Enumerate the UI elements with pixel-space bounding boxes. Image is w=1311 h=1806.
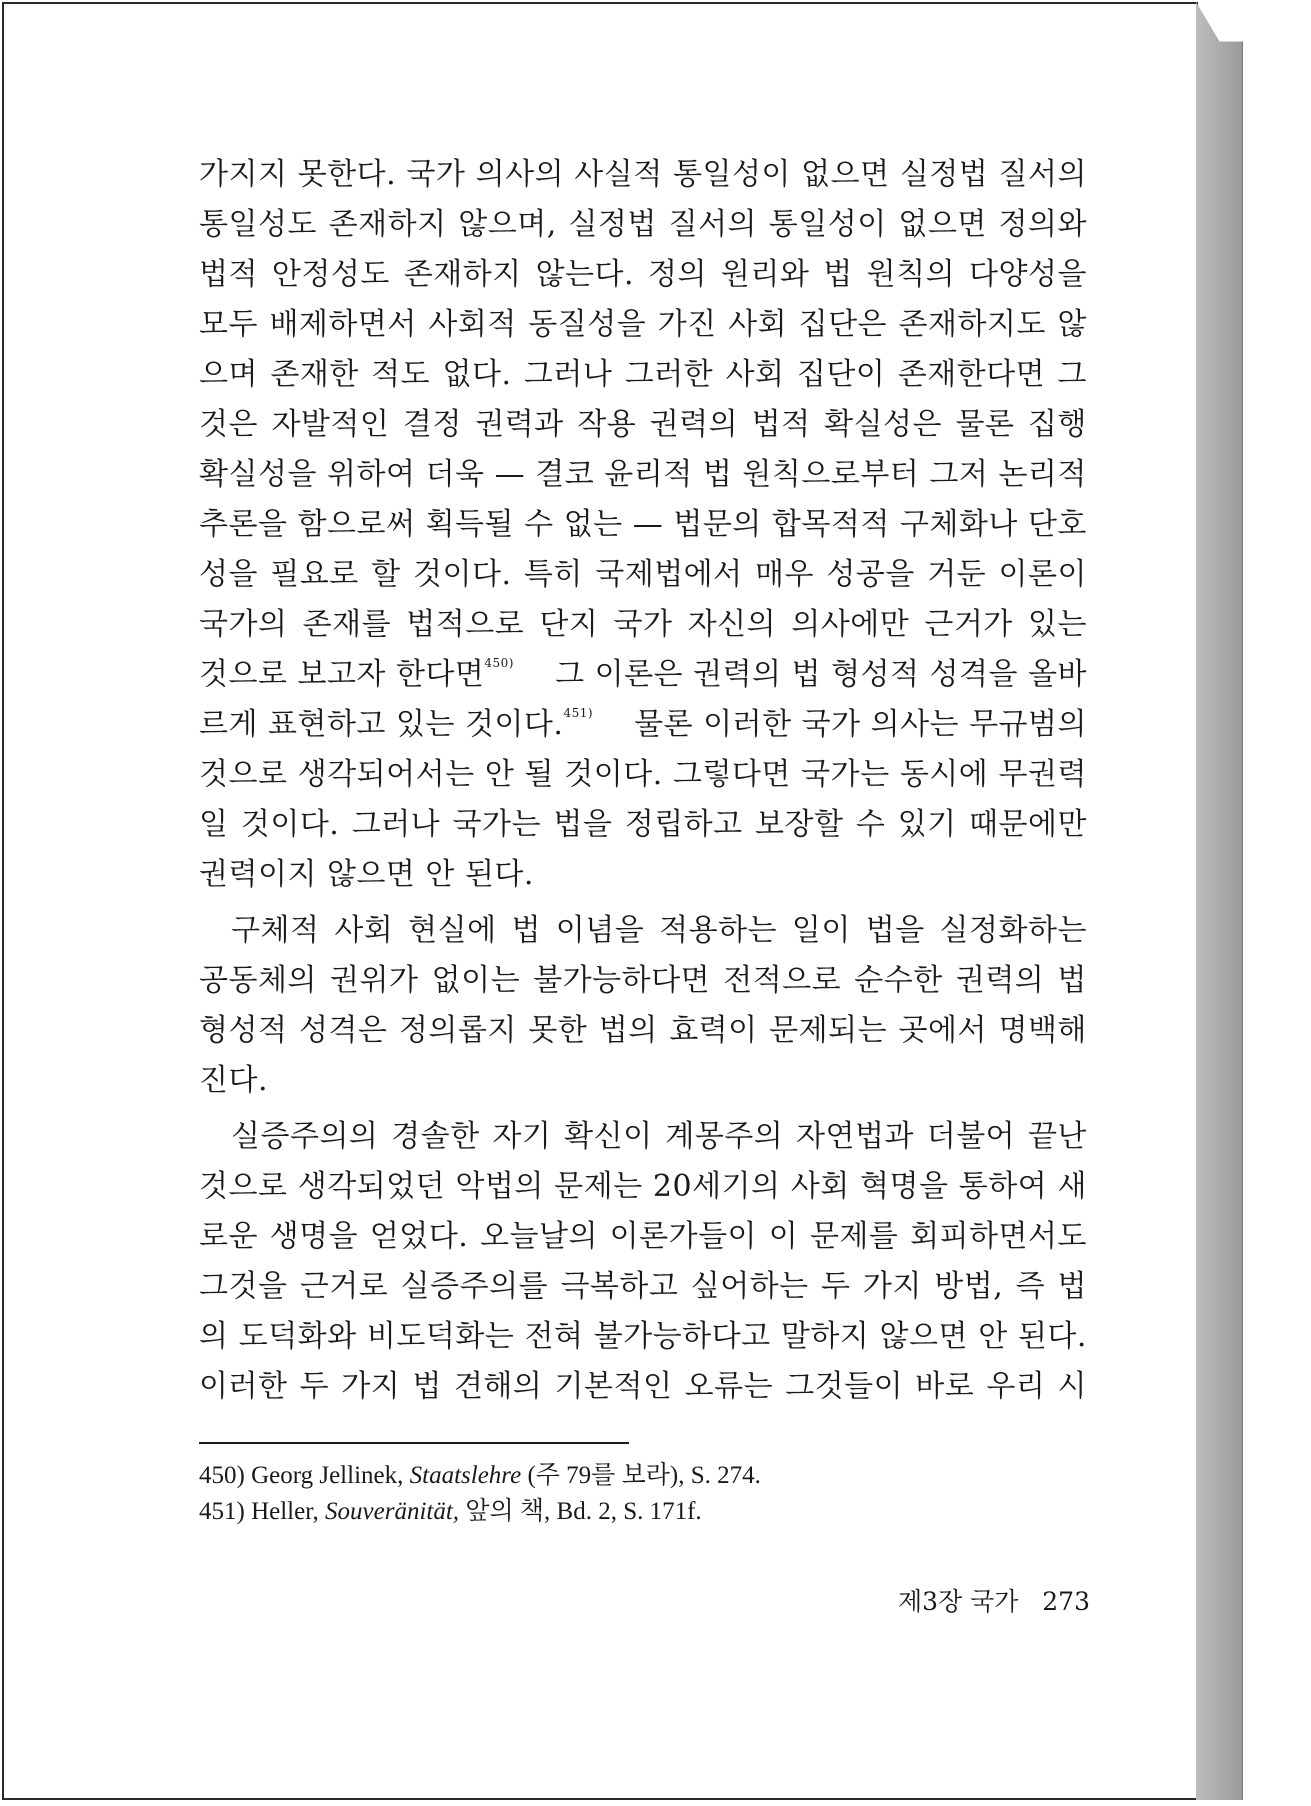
- footnote-ref-451[interactable]: 451): [563, 706, 594, 720]
- text-line-with-footnote-450: [199, 650, 1087, 700]
- text-line: 것은 자발적인 결정 권력과 작용 권력의 법적 확실성은 물론 집행: [199, 407, 1087, 442]
- footnote-ref-450[interactable]: 450): [484, 656, 514, 670]
- text-line: 로운 생명을 얻었다. 오늘날의 이론가들이 이 문제를 회피하면서도: [199, 1219, 1087, 1254]
- text-line: 일 것이다. 그러나 국가는 법을 정립하고 보장할 수 있기 때문에만: [199, 807, 1087, 842]
- line-text-before: 르게 표현하고 있는 것이다.$^{451)}$: [199, 706, 594, 742]
- text-line: 것으로 생각되어서는 안 될 것이다. 그렇다면 국가는 동시에 무권력: [199, 757, 1087, 792]
- text-line-with-footnote-451: [199, 700, 1087, 750]
- text-line: 확실성을 위하여 더욱 — 결코 윤리적 법 원칙으로부터 그저 논리적: [199, 457, 1087, 492]
- text-line: 그것을 근거로 실증주의를 극복하고 싶어하는 두 가지 방법, 즉 법: [199, 1269, 1087, 1304]
- footnotes: [199, 1458, 1087, 1530]
- text-line: 진다.: [199, 1063, 268, 1098]
- text-line: 통일성도 존재하지 않으며, 실정법 질서의 통일성이 없으면 정의와: [199, 207, 1087, 242]
- text-line: 구체적 사회 현실에 법 이념을 적용하는 일이 법을 실정화하는: [231, 913, 1087, 948]
- text-line: 가지지 못한다. 국가 의사의 사실적 통일성이 없으면 실정법 질서의: [199, 157, 1087, 192]
- text-line: 모두 배제하면서 사회적 동질성을 가진 사회 집단은 존재하지도 않: [199, 307, 1087, 342]
- chapter-title: 제3장 국가: [897, 1587, 1019, 1616]
- text-line: 의 도덕화와 비도덕화는 전혀 불가능하다고 말하지 않으면 안 된다.: [199, 1319, 1087, 1354]
- text-line: 공동체의 권위가 없이는 불가능하다면 전적으로 순수한 권력의 법: [199, 963, 1087, 998]
- text-line: 것으로 생각되었던 악법의 문제는 20세기의 사회 혁명을 통하여 새: [199, 1169, 1087, 1204]
- text-line: 이러한 두 가지 법 견해의 기본적인 오류는 그것들이 바로 우리 시: [199, 1369, 1087, 1404]
- footnote-451: 451) Heller, Souveränität, 앞의 책, Bd. 2, S. 171f.: [199, 1498, 702, 1525]
- line-text-after: 그 이론은 권력의 법 형성적 성격을 올바: [555, 657, 1087, 692]
- page-footer: [870, 1582, 1090, 1618]
- text-line: 국가의 존재를 법적으로 단지 국가 자신의 의사에만 근거가 있는: [199, 607, 1087, 642]
- page-number: 273: [1042, 1587, 1090, 1616]
- line-text-before: 것으로 보고자 한다면$^{450)}$: [199, 656, 514, 692]
- text-line: 성을 필요로 할 것이다. 특히 국제법에서 매우 성공을 거둔 이론이: [199, 557, 1087, 592]
- page-edge-shadow: [1196, 2, 1243, 1800]
- body-text: [199, 150, 1087, 1412]
- text-line: 으며 존재한 적도 없다. 그러나 그러한 사회 집단이 존재한다면 그: [199, 357, 1087, 392]
- text-line: 추론을 함으로써 획득될 수 없는 — 법문의 합목적적 구체화나 단호: [199, 507, 1087, 542]
- text-line: 법적 안정성도 존재하지 않는다. 정의 원리와 법 원칙의 다양성을: [199, 257, 1087, 292]
- text-line: 권력이지 않으면 안 된다.: [199, 857, 534, 892]
- text-line: 실증주의의 경솔한 자기 확신이 계몽주의 자연법과 더불어 끝난: [231, 1119, 1087, 1154]
- text-line: 형성적 성격은 정의롭지 못한 법의 효력이 문제되는 곳에서 명백해: [199, 1013, 1087, 1048]
- footnote-divider: [199, 1442, 629, 1444]
- footnote-450: 450) Georg Jellinek, Staatslehre (주 79를 보라), S. 274.: [199, 1462, 761, 1489]
- line-text-after: 물론 이러한 국가 의사는 무규범의: [634, 707, 1087, 742]
